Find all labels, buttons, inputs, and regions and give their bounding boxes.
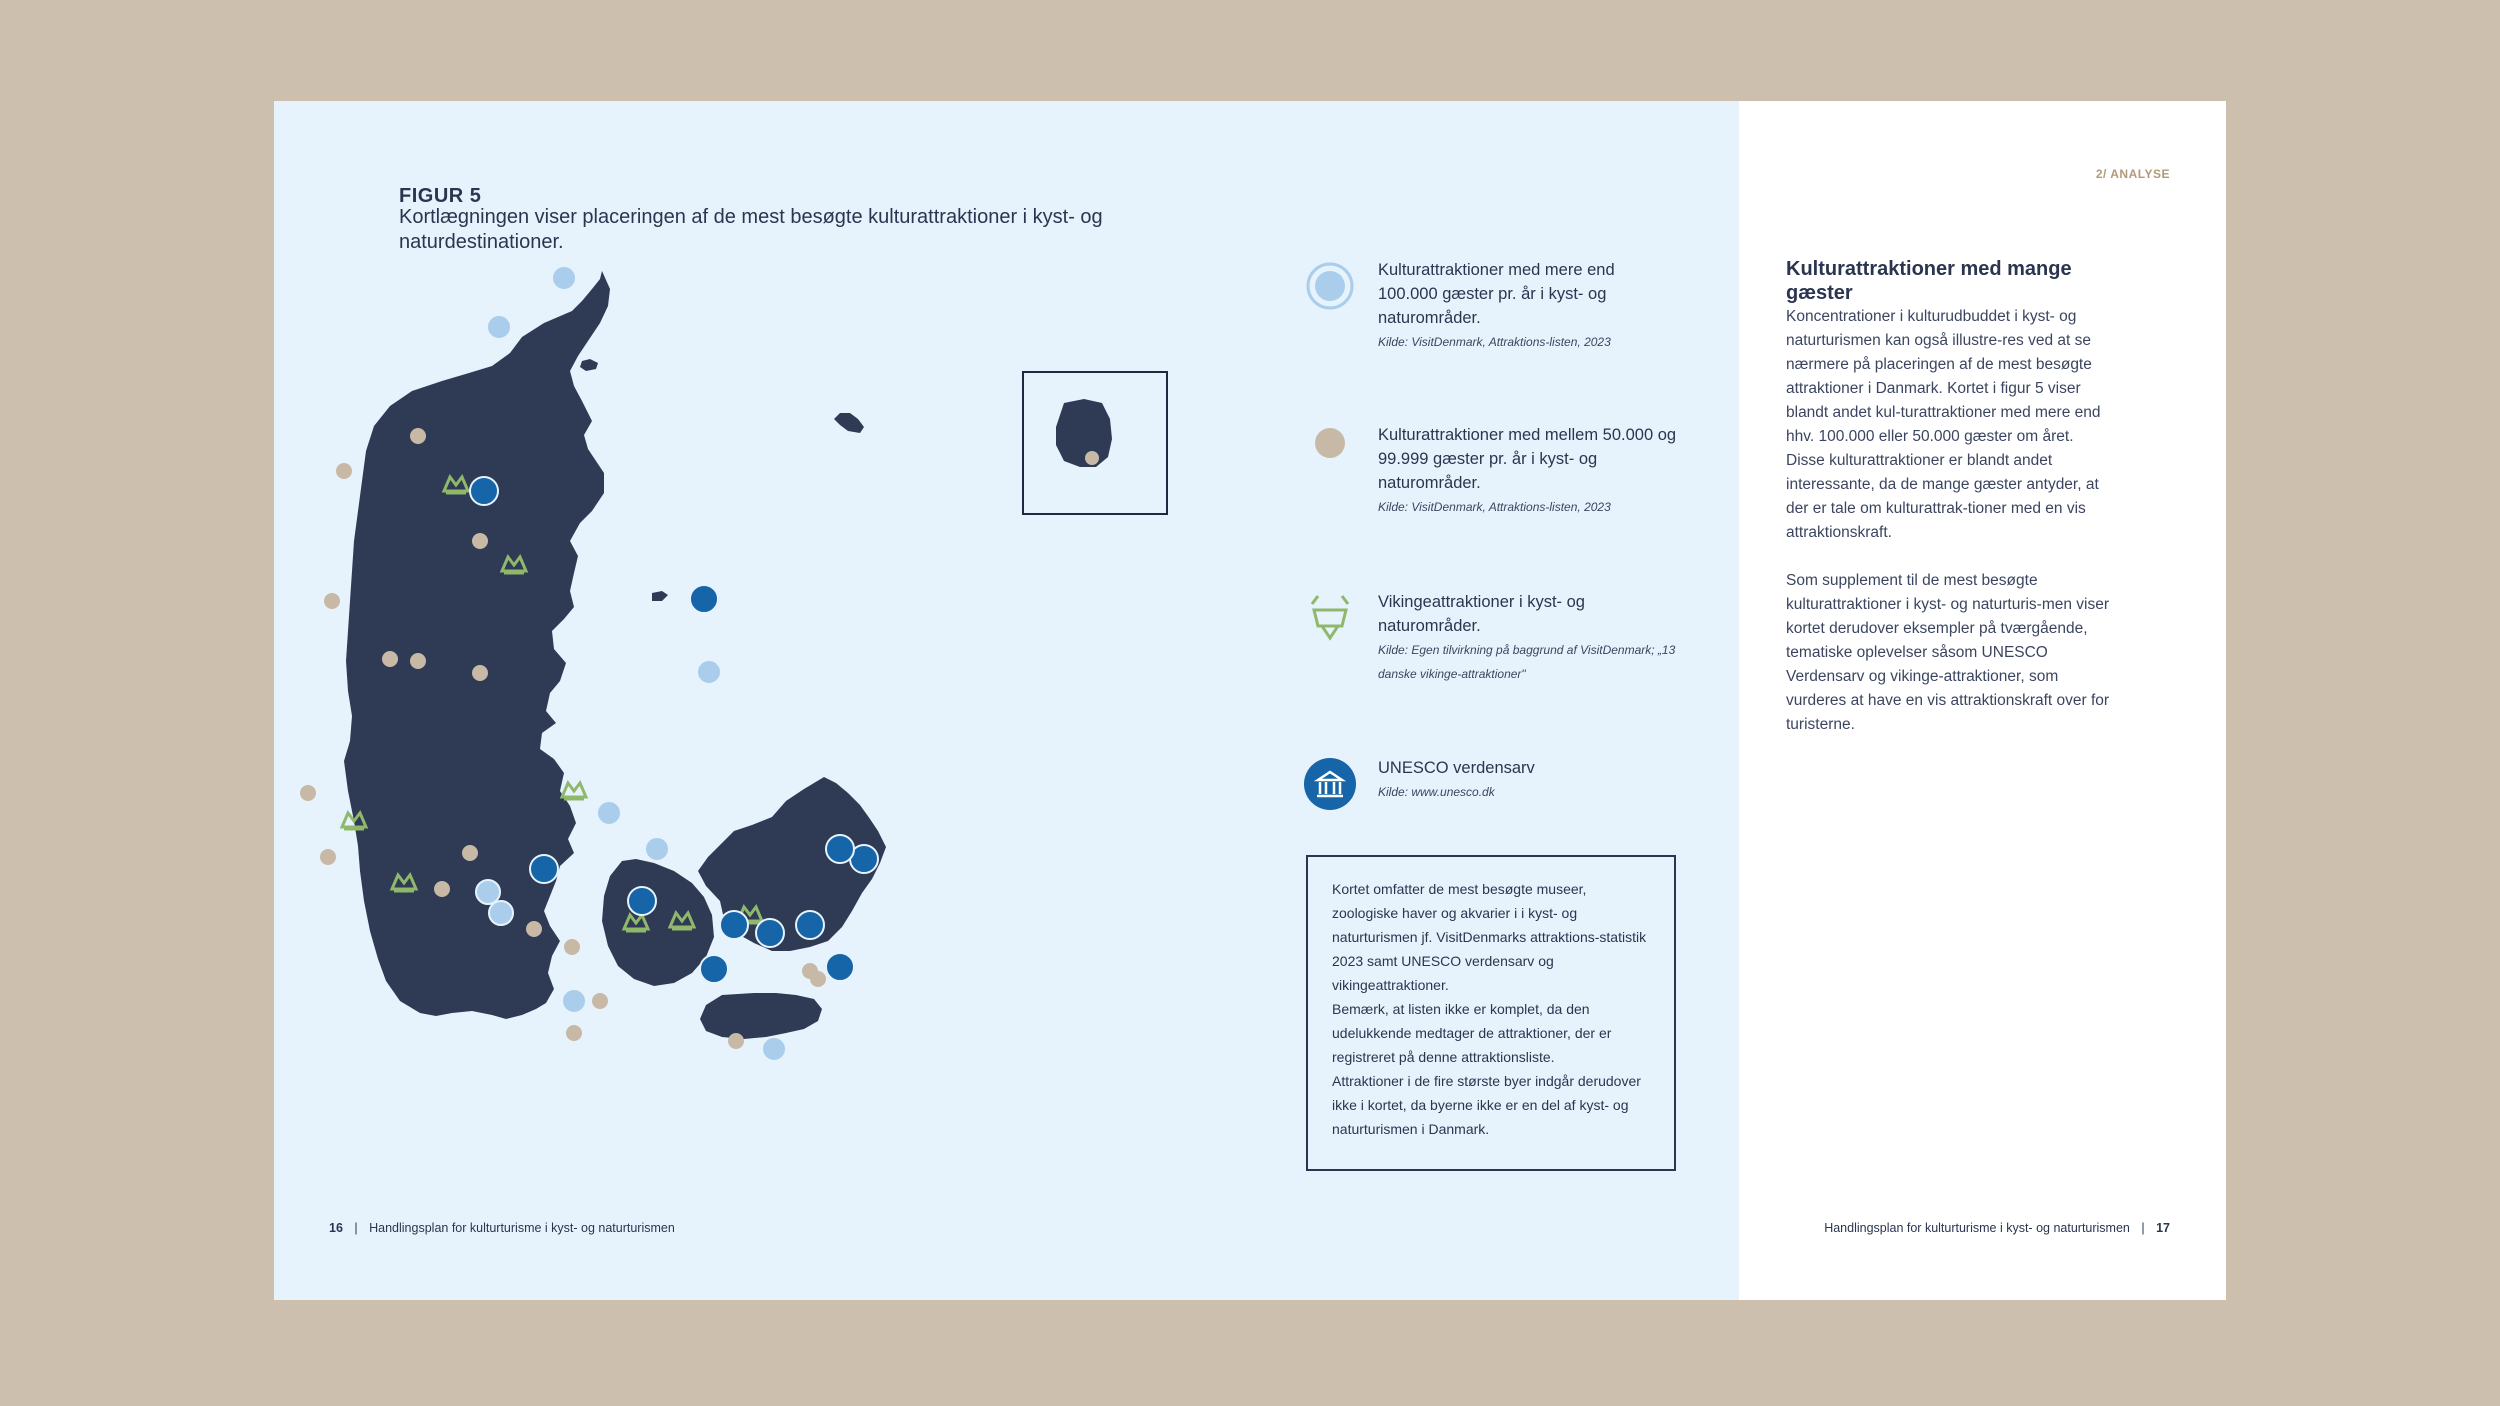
legend-text-viking: Vikingeattraktioner i kyst- og naturområder. bbox=[1378, 593, 1585, 635]
page-number-right: 17 bbox=[2156, 1221, 2170, 1235]
footer-text-right: Handlingsplan for kulturturisme i kyst- og naturturismen bbox=[1824, 1221, 2130, 1235]
legend-item-medium bbox=[1378, 423, 1678, 519]
footer-separator-left: | bbox=[354, 1221, 358, 1235]
right-page bbox=[1739, 101, 2226, 1300]
figure-title: Kortlægningen viser placeringen af de mest besøgte kulturattraktioner i kyst- og naturdestinationer. bbox=[399, 206, 1103, 253]
funen-landmass bbox=[602, 859, 714, 986]
body-paragraph-2: Som supplement til de mest besøgte kulturattraktioner i kyst- og naturturis-men viser kortet derudover eksempler på tværgående, tematiske oplevelser såsom UNESCO Verdensarv og vikinge-attraktioner, som vurderes at have en vis attraktionskraft over for turisterne. bbox=[1786, 572, 2110, 733]
section-heading: Kulturattraktioner med mange gæster bbox=[1786, 258, 2072, 304]
legend-source-viking: Kilde: Egen tilvirkning på baggrund af VisitDenmark; „13 danske vikinge-attraktioner" bbox=[1378, 643, 1676, 681]
lolland-falster-landmass bbox=[700, 993, 822, 1039]
laeso-island bbox=[580, 359, 598, 371]
legend-source-large: Kilde: VisitDenmark, Attraktions-listen, 2023 bbox=[1378, 335, 1611, 349]
body-text bbox=[1786, 305, 2116, 761]
body-paragraph-1: Koncentrationer i kulturudbuddet i kyst- og naturturismen kan også illustre-res ved at se nærmere på placeringen af de mest besøgte attraktioner i Danmark. Kortet i figur 5 viser blandt andet kul-turattraktioner med mere end hhv. 100.000 eller 50.000 gæster om året. Disse kulturattraktioner er blandt andet interessante, da de mange gæster antyder, at der er tale om kulturattrak-tioner med en vis attraktionskraft. bbox=[1786, 308, 2101, 541]
legend-item-unesco bbox=[1378, 756, 1678, 804]
medium-attraction-dot-icon bbox=[1302, 423, 1358, 479]
footer-right bbox=[1824, 1221, 2170, 1235]
book-spread bbox=[274, 101, 2226, 1300]
legend-source-medium: Kilde: VisitDenmark, Attraktions-listen, 2023 bbox=[1378, 500, 1611, 514]
note-box bbox=[1306, 855, 1676, 1171]
legend-text-unesco: UNESCO verdensarv bbox=[1378, 759, 1535, 777]
section-tag: 2/ ANALYSE bbox=[2095, 167, 2170, 181]
legend-source-unesco: Kilde: www.unesco.dk bbox=[1378, 785, 1495, 799]
figure-label: FIGUR 5 bbox=[399, 185, 482, 207]
legend-item-viking bbox=[1378, 590, 1678, 686]
small-islet bbox=[652, 591, 668, 601]
jutland-landmass bbox=[344, 271, 610, 1019]
page-number-left: 16 bbox=[329, 1221, 343, 1235]
legend-text-large: Kulturattraktioner med mere end 100.000 gæster pr. år i kyst- og naturområder. bbox=[1378, 261, 1615, 327]
viking-helmet-icon bbox=[1302, 590, 1358, 646]
footer-separator-right: | bbox=[2141, 1221, 2145, 1235]
unesco-temple-icon bbox=[1302, 756, 1358, 812]
large-attraction-circle-icon bbox=[1302, 258, 1358, 314]
legend-item-large bbox=[1378, 258, 1678, 354]
left-page bbox=[274, 101, 1739, 1300]
footer-left bbox=[329, 1221, 675, 1235]
footer-text-left: Handlingsplan for kulturturisme i kyst- og naturturismen bbox=[369, 1221, 675, 1235]
anholt-island bbox=[834, 413, 864, 433]
note-text: Kortet omfatter de mest besøgte museer, zoologiske haver og akvarier i i kyst- og naturturismen jf. VisitDenmarks attraktions-statistik 2023 samt UNESCO verdensarv og vikingeattraktioner. Bemærk, at listen ikke er komplet, da den udelukkende medtager de attraktioner, der er registreret på denne attraktionsliste. Attraktioner i de fire største byer indgår derudover ikke i kortet, da byerne ikke er en del af kyst- og naturturismen i Danmark. bbox=[1332, 881, 1647, 1137]
legend-text-medium: Kulturattraktioner med mellem 50.000 og 99.999 gæster pr. år i kyst- og naturområder. bbox=[1378, 426, 1677, 492]
bornholm-landmass bbox=[1056, 399, 1112, 467]
